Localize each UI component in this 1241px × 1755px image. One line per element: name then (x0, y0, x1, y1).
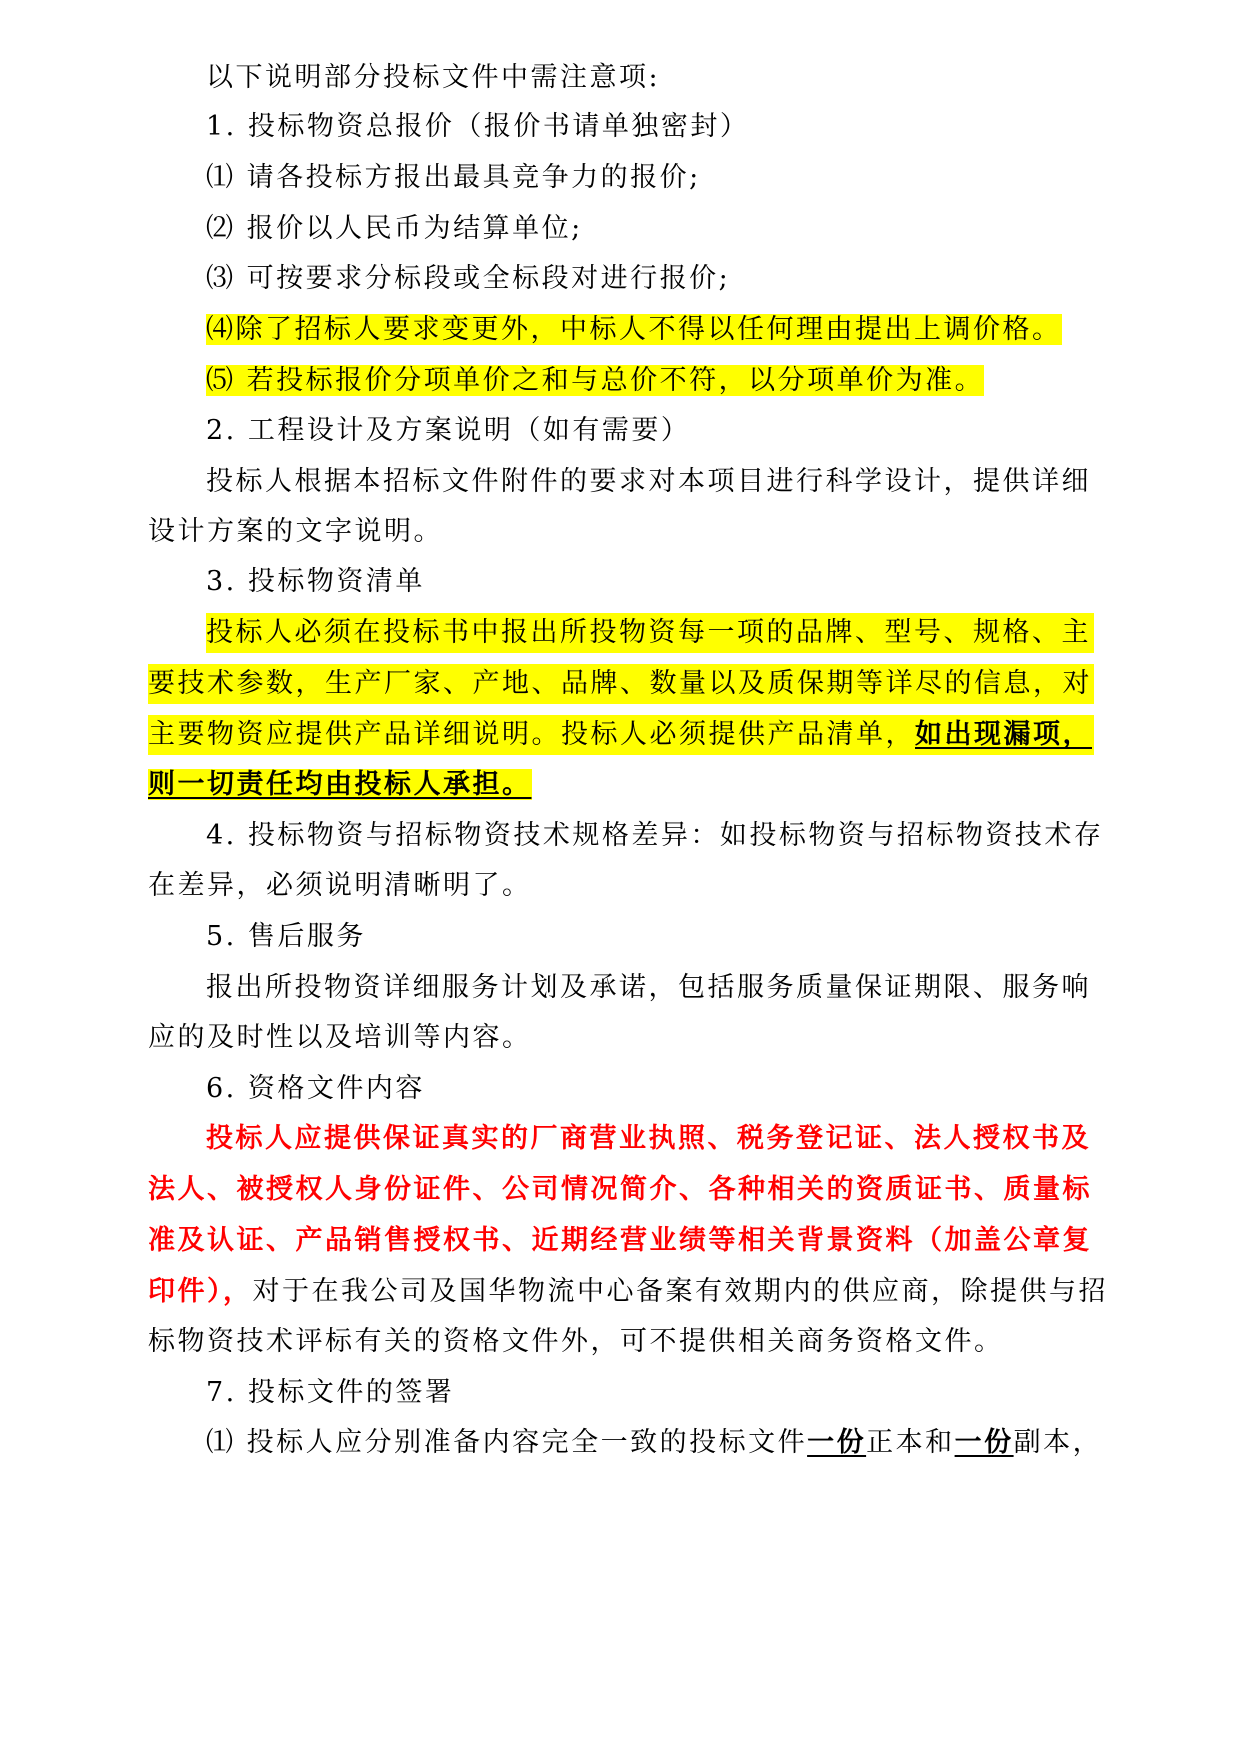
section-6-line-4-rest: 对于在我公司及国华物流中心备案有效期内的供应商，除提供与招 (252, 1276, 1108, 1307)
highlighted-text: ⑸ 若投标报价分项单价之和与总价不符，以分项单价为准。 (206, 365, 985, 396)
section-5-title: 5. 售后服务 (206, 921, 366, 952)
section-4-line-1: 4. 投标物资与招标物资技术规格差异：如投标物资与招标物资技术存 (206, 820, 1104, 851)
section-3-title: 3. 投标物资清单 (206, 566, 425, 597)
section-4-line-2: 在差异，必须说明清晰明了。 (148, 870, 532, 901)
section-1-title: 1. 投标物资总报价（报价书请单独密封） (206, 111, 750, 142)
section-6-red-line-2: 法人、被授权人身份证件、公司情况简介、各种相关的资质证书、质量标 (148, 1174, 1092, 1205)
section-6-red-line-4: 印件）， (148, 1276, 253, 1307)
section-3-line-2: 要技术参数，生产厂家、产地、品牌、数量以及质保期等详尽的信息，对 (148, 664, 1094, 704)
section-6-red-line-3: 准及认证、产品销售授权书、近期经营业绩等相关背景资料（加盖公章复 (148, 1225, 1092, 1256)
section-1-item-2: ⑵ 报价以人民币为结算单位; (206, 213, 583, 244)
section-7-copies-original: 一份 (807, 1427, 867, 1458)
section-3-line-1: 投标人必须在投标书中报出所投物资每一项的品牌、型号、规格、主 (206, 613, 1094, 653)
section-3-line-3-text: 主要物资应提供产品详细说明。投标人必须提供产品清单， (148, 719, 915, 750)
highlighted-text: ⑷除了招标人要求变更外，中标人不得以任何理由提出上调价格。 (206, 314, 1062, 345)
section-1-item-3: ⑶ 可按要求分标段或全标段对进行报价; (206, 263, 731, 294)
section-7-title: 7. 投标文件的签署 (206, 1377, 455, 1408)
section-3-bold-underline: 如出现漏项， (915, 719, 1092, 750)
section-1-item-5 (206, 361, 1094, 401)
section-7-copies-duplicate: 一份 (954, 1427, 1014, 1458)
section-7-item-1-c: 正本和 (866, 1427, 955, 1458)
section-6-line-4 (148, 1272, 1108, 1312)
section-6-line-5: 标物资技术评标有关的资格文件外，可不提供相关商务资格文件。 (148, 1326, 1004, 1357)
intro-text: 以下说明部分投标文件中需注意项: (206, 62, 661, 93)
section-2-body-line-1: 投标人根据本招标文件附件的要求对本项目进行科学设计，提供详细 (206, 466, 1091, 497)
section-7-item-1 (206, 1423, 1103, 1463)
section-7-item-1-e: 副本， (1013, 1427, 1103, 1458)
section-2-title: 2. 工程设计及方案说明（如有需要） (206, 415, 691, 446)
section-3-line-4 (148, 765, 532, 805)
section-5-line-2: 应的及时性以及培训等内容。 (148, 1022, 532, 1053)
section-5-line-1: 报出所投物资详细服务计划及承诺，包括服务质量保证期限、服务响 (206, 972, 1091, 1003)
section-6-red-line-1: 投标人应提供保证真实的厂商营业执照、税务登记证、法人授权书及 (206, 1123, 1091, 1154)
section-1-item-1: ⑴ 请各投标方报出最具竞争力的报价; (206, 162, 701, 193)
section-3-bold-underline-2: 则一切责任均由投标人承担。 (148, 769, 532, 800)
section-6-title: 6. 资格文件内容 (206, 1073, 425, 1104)
section-7-item-1-a: ⑴ 投标人应分别准备内容完全一致的投标文件 (206, 1427, 808, 1458)
section-3-line-3 (148, 715, 1094, 755)
section-2-body-line-2: 设计方案的文字说明。 (148, 516, 443, 547)
section-1-item-4 (206, 310, 1094, 350)
